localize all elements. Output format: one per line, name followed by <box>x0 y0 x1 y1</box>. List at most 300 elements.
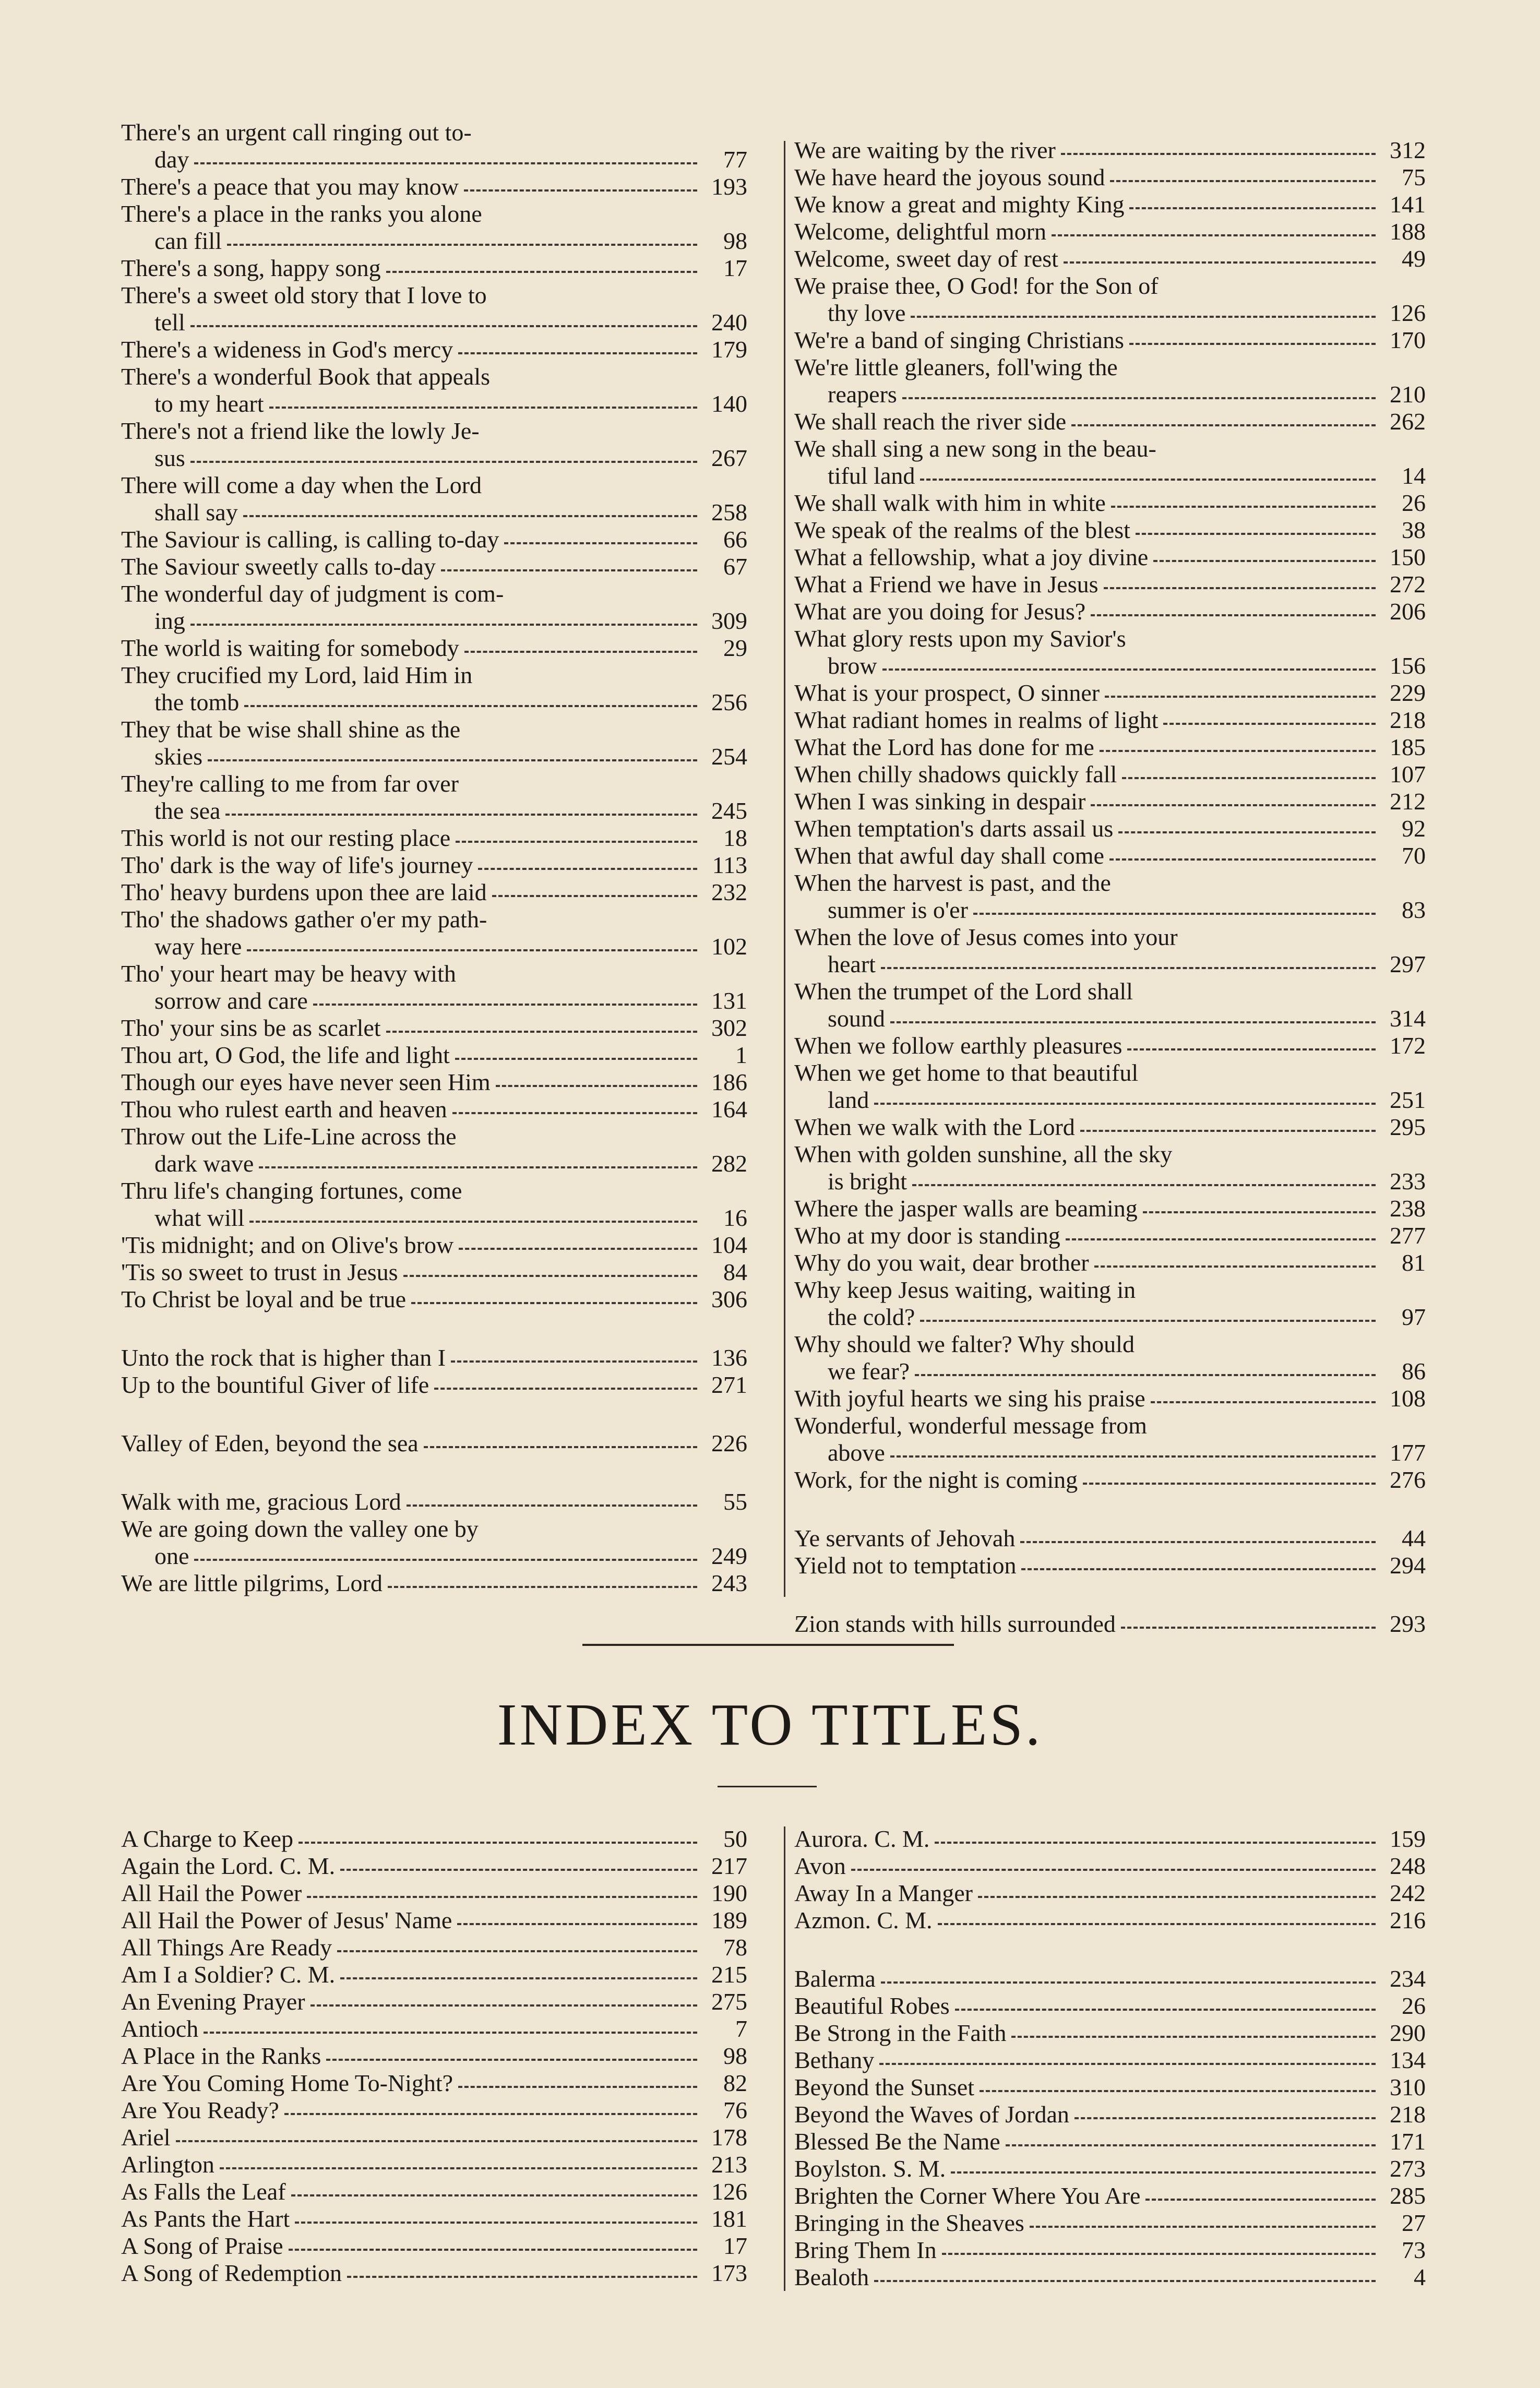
entry-title: The Saviour is calling, is calling to-day <box>121 526 499 553</box>
index-entry <box>794 2101 1426 2128</box>
page-number: 27 <box>1402 2210 1426 2236</box>
first-lines-right-column <box>794 137 1426 1638</box>
index-entry <box>794 191 1426 218</box>
dot-leader <box>1011 2036 1376 2038</box>
index-entry <box>121 2205 747 2232</box>
entry-title: What is your prospect, O sinner <box>794 679 1100 706</box>
entry-title: Yield not to temptation <box>794 1552 1017 1579</box>
index-entry <box>794 1249 1426 1276</box>
index-entry <box>794 245 1426 272</box>
index-entry <box>794 2074 1426 2101</box>
page-number: 181 <box>711 2205 747 2232</box>
index-entry <box>121 2043 747 2070</box>
entry-title: A Place in the Ranks <box>121 2043 321 2069</box>
page-number: 1 <box>735 1042 747 1068</box>
dot-leader <box>434 1388 697 1390</box>
entry-title: Azmon. C. M. <box>794 1907 933 1933</box>
index-entry <box>121 852 747 879</box>
dot-leader <box>1052 234 1376 236</box>
entry-title: Bring Them In <box>794 2237 937 2263</box>
index-entry <box>121 1259 747 1286</box>
page-number: 141 <box>1390 191 1426 218</box>
entry-line: We shall sing a new song in the beau- <box>794 435 1156 462</box>
dot-leader <box>464 189 697 192</box>
page-number: 113 <box>712 852 747 878</box>
index-entry <box>121 1488 747 1515</box>
entry-title: reapers <box>828 381 897 408</box>
page-number: 164 <box>711 1096 747 1123</box>
dot-leader <box>951 2171 1376 2174</box>
page-number: 7 <box>735 2015 747 2042</box>
index-entry <box>794 1114 1426 1141</box>
entry-title: Avon <box>794 1853 846 1879</box>
entry-title: skies <box>154 743 202 770</box>
dot-leader <box>890 1021 1376 1023</box>
index-entry <box>121 1177 747 1232</box>
page-number: 29 <box>723 635 747 661</box>
page-number: 249 <box>711 1543 747 1569</box>
page-number: 26 <box>1402 1992 1426 2019</box>
entry-line: We are going down the valley one by <box>121 1515 479 1542</box>
entry-title: land <box>828 1086 869 1113</box>
index-entry <box>794 137 1426 164</box>
index-entry <box>121 960 747 1014</box>
dot-leader <box>386 1031 697 1033</box>
page-number: 314 <box>1390 1005 1426 1032</box>
index-entry <box>794 1032 1426 1059</box>
entry-line: Why should we falter? Why should <box>794 1331 1135 1357</box>
entry-title: We know a great and mighty King <box>794 191 1125 218</box>
page-number: 107 <box>1390 761 1426 787</box>
page-number: 271 <box>711 1371 747 1398</box>
section-gap <box>794 1494 1426 1525</box>
page-number: 177 <box>1390 1439 1426 1466</box>
column-divider-top <box>784 141 785 1597</box>
page-number: 67 <box>723 553 747 580</box>
index-entry <box>121 1961 747 1988</box>
entry-title: A Song of Praise <box>121 2232 283 2259</box>
index-entry <box>794 2047 1426 2074</box>
dot-leader <box>1145 2199 1376 2201</box>
entry-title: day <box>154 146 189 173</box>
entry-title: When that awful day shall come <box>794 842 1104 869</box>
entry-title: Bringing in the Sheaves <box>794 2210 1024 2236</box>
index-entry <box>794 1825 1426 1853</box>
page-number: 86 <box>1402 1358 1426 1384</box>
entry-title: Blessed Be the Name <box>794 2128 1000 2155</box>
page-number: 186 <box>711 1069 747 1095</box>
index-entry <box>121 635 747 662</box>
dot-leader <box>459 1248 697 1250</box>
dot-leader <box>1136 533 1376 535</box>
dot-leader <box>194 162 697 164</box>
page-number: 262 <box>1390 408 1426 435</box>
entry-line: Tho' your heart may be heavy with <box>121 960 456 987</box>
page-number: 302 <box>711 1014 747 1041</box>
index-entry <box>794 1552 1426 1579</box>
dot-leader <box>1151 1401 1376 1403</box>
index-entry <box>121 1096 747 1123</box>
section-gap <box>794 1579 1426 1610</box>
dot-leader <box>851 1869 1376 1871</box>
entry-title: What a fellowship, what a joy divine <box>794 544 1149 570</box>
page-number: 171 <box>1390 2128 1426 2155</box>
entry-title: Beyond the Waves of Jordan <box>794 2101 1069 2128</box>
page-number: 92 <box>1402 815 1426 842</box>
dot-leader <box>269 407 698 409</box>
dot-leader <box>220 2167 697 2169</box>
index-entry <box>794 598 1426 625</box>
entry-line: When with golden sunshine, all the sky <box>794 1141 1173 1167</box>
dot-leader <box>1100 750 1376 752</box>
entry-title: We have heard the joyous sound <box>794 164 1105 190</box>
index-entry <box>794 761 1426 788</box>
dot-leader <box>464 651 697 653</box>
page-number: 248 <box>1390 1853 1426 1879</box>
page-number: 229 <box>1390 679 1426 706</box>
index-entry <box>794 218 1426 245</box>
index-entry <box>794 2264 1426 2291</box>
entry-line: They're calling to me from far over <box>121 770 459 797</box>
entry-title: the cold? <box>828 1304 915 1330</box>
dot-leader <box>340 1977 697 1979</box>
page-number: 306 <box>711 1286 747 1312</box>
entry-title: Welcome, delightful morn <box>794 218 1046 245</box>
entry-title: Where the jasper walls are beaming <box>794 1195 1138 1222</box>
index-entry <box>794 435 1426 489</box>
dot-leader <box>299 1842 697 1844</box>
page-number: 81 <box>1402 1249 1426 1276</box>
entry-title: Am I a Soldier? C. M. <box>121 1961 336 1988</box>
page-number: 76 <box>723 2097 747 2123</box>
dot-leader <box>1071 424 1376 426</box>
first-lines-left-column <box>121 119 747 1597</box>
index-entry <box>121 2260 747 2287</box>
entry-line: They crucified my Lord, laid Him in <box>121 662 473 688</box>
entry-line: The wonderful day of judgment is com- <box>121 580 504 607</box>
index-entry <box>794 1222 1426 1249</box>
page-number: 83 <box>1402 897 1426 923</box>
page-number: 102 <box>711 933 747 960</box>
dot-leader <box>1030 2226 1376 2228</box>
dot-leader <box>881 1981 1376 1984</box>
dot-leader <box>326 2059 697 2061</box>
dot-leader <box>978 1896 1376 1898</box>
index-entry <box>121 1069 747 1096</box>
dot-leader <box>902 397 1376 399</box>
entry-title: Thou who rulest earth and heaven <box>121 1096 447 1123</box>
dot-leader <box>879 2063 1376 2065</box>
index-entry <box>794 571 1426 598</box>
dot-leader <box>920 479 1376 481</box>
index-entry <box>794 1610 1426 1638</box>
entry-title: We are little pilgrims, Lord <box>121 1570 383 1596</box>
page-number: 254 <box>711 743 747 770</box>
entry-line: When the trumpet of the Lord shall <box>794 978 1133 1005</box>
dot-leader <box>386 271 697 273</box>
page-number: 272 <box>1390 571 1426 598</box>
entry-title: When we walk with the Lord <box>794 1114 1075 1140</box>
entry-title: We're a band of singing Christians <box>794 327 1124 353</box>
page-number: 226 <box>711 1430 747 1456</box>
dot-leader <box>289 2249 698 2251</box>
dot-leader <box>478 868 697 870</box>
entry-title: Unto the rock that is higher than I <box>121 1344 446 1371</box>
entry-title: We are waiting by the river <box>794 137 1056 163</box>
index-entry <box>794 272 1426 327</box>
page-number: 293 <box>1390 1610 1426 1637</box>
index-entry <box>121 417 747 472</box>
entry-title: Work, for the night is coming <box>794 1466 1078 1493</box>
entry-line: There's a place in the ranks you alone <box>121 200 482 227</box>
entry-title: Valley of Eden, beyond the sea <box>121 1430 419 1456</box>
page-number: 150 <box>1390 544 1426 570</box>
section-gap <box>121 1313 747 1344</box>
page-number: 217 <box>711 1853 747 1879</box>
entry-title: What are you doing for Jesus? <box>794 598 1086 625</box>
entry-title: Why do you wait, dear brother <box>794 1249 1089 1276</box>
dot-leader <box>1118 831 1376 833</box>
dot-leader <box>1006 2144 1376 2146</box>
index-entry <box>121 1430 747 1457</box>
index-entry <box>121 336 747 363</box>
entry-title: Who at my door is standing <box>794 1222 1060 1249</box>
dot-leader <box>337 1950 697 1952</box>
index-entry <box>794 408 1426 435</box>
index-entry <box>121 119 747 173</box>
index-entry <box>121 825 747 852</box>
dot-leader <box>1110 180 1376 182</box>
page-number: 16 <box>723 1204 747 1231</box>
entry-title: sound <box>828 1005 885 1032</box>
entry-title: We speak of the realms of the blest <box>794 517 1130 543</box>
index-entry <box>121 526 747 553</box>
dot-leader <box>451 1360 697 1363</box>
dot-leader <box>504 542 697 544</box>
entry-title: brow <box>828 652 877 679</box>
index-entry <box>794 517 1426 544</box>
entry-title: Tho' your sins be as scarlet <box>121 1014 381 1041</box>
page-number: 82 <box>723 2070 747 2096</box>
page-number: 238 <box>1390 1195 1426 1222</box>
dot-leader <box>227 244 697 246</box>
entry-title: Again the Lord. C. M. <box>121 1853 336 1879</box>
page-number: 75 <box>1402 164 1426 190</box>
index-entry <box>794 2155 1426 2182</box>
dot-leader <box>1121 1627 1376 1629</box>
entry-title: Brighten the Corner Where You Are <box>794 2182 1141 2209</box>
page-number: 215 <box>711 1961 747 1988</box>
dot-leader <box>259 1166 697 1168</box>
page-number: 185 <box>1390 734 1426 760</box>
dot-leader <box>347 2276 697 2278</box>
page-number: 108 <box>1390 1385 1426 1412</box>
dot-leader <box>458 352 697 354</box>
page-number: 189 <box>711 1907 747 1933</box>
entry-title: All Things Are Ready <box>121 1934 332 1961</box>
dot-leader <box>496 1085 697 1087</box>
page-number: 38 <box>1402 517 1426 543</box>
dot-leader <box>1064 261 1376 264</box>
entry-line: When we get home to that beautiful <box>794 1059 1139 1086</box>
dot-leader <box>340 1869 697 1871</box>
dot-leader <box>307 1896 697 1898</box>
page-number: 188 <box>1390 218 1426 245</box>
page-number: 234 <box>1390 1965 1426 1992</box>
entry-title: Are You Coming Home To-Night? <box>121 2070 453 2096</box>
index-entry <box>121 1880 747 1907</box>
entry-title: Tho' heavy burdens upon thee are laid <box>121 879 487 905</box>
dot-leader <box>915 1374 1376 1376</box>
entry-title: When I was sinking in despair <box>794 788 1086 815</box>
index-entry <box>794 327 1426 354</box>
page-number: 251 <box>1390 1086 1426 1113</box>
entry-title: Zion stands with hills surrounded <box>794 1610 1116 1637</box>
entry-title: one <box>154 1543 189 1569</box>
index-entry <box>794 2182 1426 2210</box>
entry-title: There's a song, happy song <box>121 255 381 281</box>
index-entry <box>794 734 1426 761</box>
dot-leader <box>1163 723 1376 725</box>
entry-title: There's a wideness in God's mercy <box>121 336 453 363</box>
dot-leader <box>938 1923 1376 1925</box>
dot-leader <box>243 515 697 517</box>
entry-title: What a Friend we have in Jesus <box>794 571 1099 598</box>
page-number: 78 <box>723 1934 747 1961</box>
index-entry <box>121 662 747 716</box>
index-entry <box>121 200 747 255</box>
page-number: 136 <box>711 1344 747 1371</box>
dot-leader <box>295 2222 697 2224</box>
index-entry <box>794 1880 1426 1907</box>
dot-leader <box>911 316 1376 318</box>
page-number: 218 <box>1390 707 1426 733</box>
index-entry <box>121 2070 747 2097</box>
index-entry <box>121 2097 747 2124</box>
entry-title: Boylston. S. M. <box>794 2155 946 2182</box>
section-gap <box>121 1399 747 1430</box>
heading-underline <box>718 1786 817 1787</box>
index-entry <box>794 815 1426 842</box>
entry-title: sorrow and care <box>154 987 308 1014</box>
index-entry <box>794 1331 1426 1385</box>
page-number: 50 <box>723 1825 747 1852</box>
index-entry <box>794 1385 1426 1412</box>
dot-leader <box>194 1559 697 1561</box>
dot-leader <box>1143 1211 1376 1213</box>
index-entry <box>121 2124 747 2151</box>
index-entry <box>794 707 1426 734</box>
page-number: 242 <box>1390 1880 1426 1906</box>
entry-line: There's a wonderful Book that appeals <box>121 363 491 390</box>
column-divider-bottom <box>784 1826 785 2291</box>
dot-leader <box>190 325 697 327</box>
page-number: 170 <box>1390 327 1426 353</box>
entry-line: Thru life's changing fortunes, come <box>121 1177 462 1204</box>
index-entry <box>121 1934 747 1961</box>
entry-title: the sea <box>154 797 221 824</box>
dot-leader <box>920 1320 1376 1322</box>
dot-leader <box>455 1058 697 1060</box>
index-entry <box>121 1988 747 2015</box>
entry-title: This world is not our resting place <box>121 825 451 851</box>
page-number: 49 <box>1402 245 1426 272</box>
dot-leader <box>208 759 697 761</box>
index-entry <box>121 2232 747 2260</box>
page-number: 66 <box>723 526 747 553</box>
index-entry <box>121 906 747 960</box>
entry-title: We shall reach the river side <box>794 408 1067 435</box>
entry-line: When the harvest is past, and the <box>794 869 1111 896</box>
index-entry <box>121 1344 747 1371</box>
page-number: 17 <box>723 2232 747 2259</box>
entry-title: Be Strong in the Faith <box>794 2020 1007 2046</box>
index-entry <box>794 679 1426 707</box>
page-number: 216 <box>1390 1907 1426 1933</box>
entry-title: When we follow earthly pleasures <box>794 1032 1123 1059</box>
index-entry <box>121 1371 747 1399</box>
index-entry <box>794 1907 1426 1934</box>
entry-title: thy love <box>828 300 906 326</box>
entry-line: What glory rests upon my Savior's <box>794 625 1126 652</box>
entry-title: Aurora. C. M. <box>794 1825 930 1852</box>
entry-title: When temptation's darts assail us <box>794 815 1114 842</box>
index-entry <box>121 1232 747 1259</box>
page-number: 193 <box>711 173 747 200</box>
dot-leader <box>457 1923 697 1925</box>
entry-title: above <box>828 1439 885 1466</box>
entry-title: Thou art, O God, the life and light <box>121 1042 450 1068</box>
page-number: 212 <box>1390 788 1426 815</box>
entry-line: There's an urgent call ringing out to- <box>121 119 472 146</box>
entry-title: Beyond the Sunset <box>794 2074 974 2100</box>
entry-title: All Hail the Power <box>121 1880 302 1906</box>
dot-leader <box>1129 343 1376 345</box>
entry-title: An Evening Prayer <box>121 1988 305 2015</box>
page-number: 218 <box>1390 2101 1426 2128</box>
index-entry <box>121 1042 747 1069</box>
dot-leader <box>1091 614 1376 616</box>
dot-leader <box>311 2004 697 2007</box>
page-number: 310 <box>1390 2074 1426 2100</box>
dot-leader <box>225 814 697 816</box>
page-number: 295 <box>1390 1114 1426 1140</box>
page-number: 131 <box>711 987 747 1014</box>
dot-leader <box>411 1302 697 1304</box>
dot-leader <box>881 967 1376 969</box>
page-number: 73 <box>1402 2237 1426 2263</box>
page-number: 178 <box>711 2124 747 2151</box>
dot-leader <box>1104 587 1376 589</box>
entry-title: The Saviour sweetly calls to-day <box>121 553 436 580</box>
dot-leader <box>1105 696 1376 698</box>
index-entry <box>121 2178 747 2205</box>
entry-title: Beautiful Robes <box>794 1992 950 2019</box>
entry-line: There's a sweet old story that I love to <box>121 282 487 308</box>
index-entry <box>121 1515 747 1570</box>
dot-leader <box>1066 1238 1376 1240</box>
dot-leader <box>874 2280 1376 2282</box>
index-entry <box>794 2128 1426 2155</box>
page-number: 140 <box>711 390 747 417</box>
page-number: 210 <box>1390 381 1426 408</box>
dot-leader <box>291 2194 697 2196</box>
dot-leader <box>190 624 697 626</box>
page-number: 179 <box>711 336 747 363</box>
entry-title: can fill <box>154 228 222 254</box>
index-entry <box>121 770 747 825</box>
dot-leader <box>1083 1483 1376 1485</box>
